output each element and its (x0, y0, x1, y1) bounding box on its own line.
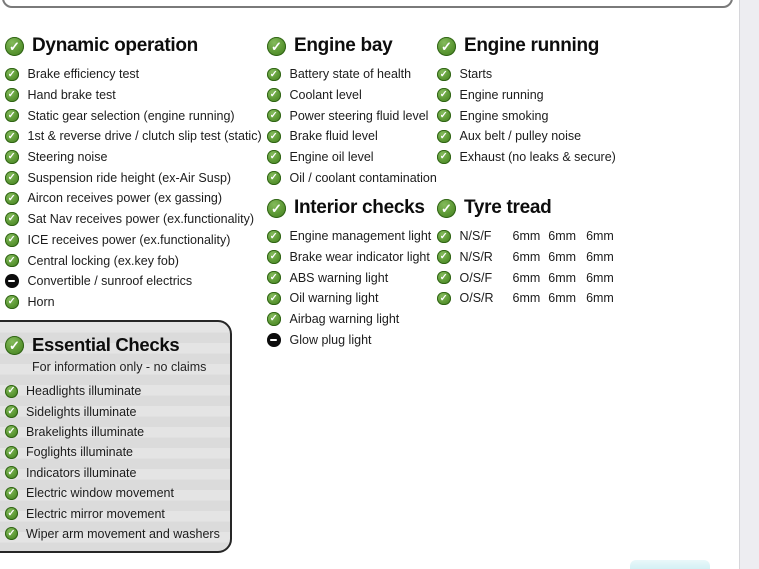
tyre-depth-value: 6mm (512, 270, 541, 285)
checklist-item (5, 524, 224, 544)
section-header (437, 33, 652, 59)
checklist-item (5, 442, 224, 462)
checklist-item (5, 85, 260, 106)
section-engine-bay (267, 33, 442, 188)
checklist-item-label: Foglights illuminate (26, 445, 133, 460)
tyre-position-label: N/S/R (459, 250, 493, 265)
checklist-item (267, 329, 442, 350)
section-title: Tyre tread (464, 197, 552, 218)
tyre-position-label: N/S/F (459, 229, 492, 244)
tyre-depth-value: 6mm (586, 229, 614, 244)
check-circle-icon (5, 466, 18, 479)
section-title: Dynamic operation (32, 35, 198, 56)
tyre-depth-value: 6mm (548, 250, 577, 265)
checklist-item-label: Glow plug light (289, 332, 372, 347)
section-title: Essential Checks (32, 334, 180, 355)
checklist-item-label: Power steering fluid level (289, 108, 429, 123)
tyre-depth-values (513, 271, 614, 285)
section-tyre-tread (437, 195, 652, 309)
scrollbar-track[interactable] (739, 0, 759, 569)
checklist-item-label: Central locking (ex.key fob) (27, 253, 179, 268)
check-circle-icon (5, 37, 24, 56)
check-circle-icon (5, 212, 19, 226)
check-circle-icon (5, 254, 19, 268)
checklist-item (267, 309, 442, 330)
checklist-item (267, 105, 442, 126)
checklist-item (5, 64, 260, 85)
check-circle-icon (267, 150, 281, 164)
check-circle-icon (437, 199, 456, 218)
tyre-row (437, 267, 652, 288)
checklist-item-label: Electric mirror movement (26, 506, 165, 521)
check-circle-icon (267, 292, 281, 306)
check-circle-icon (267, 109, 281, 123)
tyre-depth-values (513, 229, 614, 243)
section-header (267, 33, 442, 59)
checklist-item-label: Headlights illuminate (26, 384, 142, 399)
checklist-item-label: Sidelights illuminate (26, 404, 137, 419)
tyre-depth-value: 6mm (548, 270, 577, 285)
checklist-item (5, 126, 260, 147)
checklist-item-label: Oil / coolant contamination (289, 170, 437, 185)
checklist-item (5, 167, 260, 188)
check-circle-icon (5, 192, 19, 206)
check-circle-icon (437, 88, 451, 102)
checklist-item (267, 64, 442, 85)
tyre-depth-values (513, 250, 614, 264)
check-circle-icon (5, 88, 19, 102)
checklist-item (5, 381, 224, 401)
checklist-item-label: Coolant level (289, 88, 362, 103)
checklist-item (5, 463, 224, 483)
check-circle-icon (5, 507, 18, 520)
checklist-item (267, 267, 442, 288)
tyre-depth-value: 6mm (548, 291, 577, 306)
tyre-depth-value: 6mm (512, 291, 541, 306)
checklist-item (267, 226, 442, 247)
checklist-item (267, 85, 442, 106)
section-header (437, 195, 652, 221)
checklist-item-label: Aux belt / pulley noise (459, 129, 582, 144)
checklist (5, 64, 260, 312)
checklist-item-label: Brake fluid level (289, 129, 378, 144)
check-circle-icon (437, 230, 451, 244)
checklist-item-label: Sat Nav receives power (ex.functionality) (27, 212, 254, 227)
check-circle-icon (5, 385, 18, 398)
check-circle-icon (437, 150, 451, 164)
checklist-item (5, 292, 260, 313)
checklist-item-label: Engine smoking (459, 108, 549, 123)
check-circle-icon (5, 150, 19, 164)
tyre-depth-value: 6mm (512, 250, 541, 265)
checklist-item (437, 64, 652, 85)
tyre-depth-value: 6mm (586, 291, 614, 306)
check-circle-icon (267, 171, 281, 185)
section-essential-checks (0, 320, 232, 553)
checklist-item-label: ICE receives power (ex.functionality) (27, 232, 231, 247)
checklist-item-label: Airbag warning light (289, 312, 400, 327)
checklist-item (267, 147, 442, 168)
tyre-position-label: O/S/F (459, 270, 493, 285)
check-circle-icon (267, 230, 281, 244)
checklist-item-label: Horn (27, 294, 55, 309)
checklist (437, 64, 652, 167)
tyre-position-label: O/S/R (459, 291, 494, 306)
checklist-item-label: Brakelights illuminate (26, 424, 145, 439)
check-circle-icon (5, 527, 18, 540)
tyre-depth-value: 6mm (586, 250, 614, 265)
checklist-item-label: Convertible / sunroof electrics (27, 274, 193, 289)
check-circle-icon (5, 487, 18, 500)
checklist-item (267, 126, 442, 147)
section-title: Interior checks (294, 197, 425, 218)
tyre-row (437, 226, 652, 247)
check-circle-icon (437, 109, 451, 123)
checklist (267, 226, 442, 350)
bottom-button-peek[interactable] (630, 560, 710, 569)
checklist-item (5, 271, 260, 292)
check-circle-icon (437, 292, 451, 306)
check-circle-icon (267, 250, 281, 264)
checklist-item-label: Brake efficiency test (27, 67, 140, 82)
tyre-tread-table (437, 226, 652, 309)
check-circle-icon (5, 130, 19, 144)
section-interior-checks (267, 195, 442, 350)
section-title: Engine bay (294, 35, 393, 56)
checklist-item (5, 209, 260, 230)
checklist-item (267, 167, 442, 188)
checklist-item (5, 147, 260, 168)
checklist-item (5, 401, 224, 421)
check-circle-icon (267, 130, 281, 144)
checklist-item-label: ABS warning light (289, 270, 389, 285)
tyre-row (437, 288, 652, 309)
tyre-depth-value: 6mm (548, 229, 577, 244)
check-circle-icon (5, 405, 18, 418)
section-engine-running (437, 33, 652, 167)
checklist-item-label: Indicators illuminate (26, 465, 137, 480)
check-circle-icon (267, 68, 281, 82)
tyre-depth-value: 6mm (586, 270, 614, 285)
checklist-item-label: Electric window movement (26, 486, 174, 501)
checklist-item-label: Battery state of health (289, 67, 412, 82)
check-circle-icon (267, 312, 281, 326)
essential-checks-subtitle: For information only - no claims (32, 360, 207, 374)
checklist-item-label: Engine running (459, 88, 544, 103)
section-header (267, 195, 442, 221)
check-circle-icon (5, 109, 19, 123)
checklist-item (437, 105, 652, 126)
checklist-item-label: Brake wear indicator light (289, 250, 430, 265)
checklist-item (5, 483, 224, 503)
check-circle-icon (267, 271, 281, 285)
checklist-item-label: Static gear selection (engine running) (27, 108, 235, 123)
checklist-item-label: Hand brake test (27, 88, 116, 103)
checklist-item (5, 188, 260, 209)
checklist-item (437, 126, 652, 147)
check-circle-icon (437, 37, 456, 56)
check-circle-icon (437, 68, 451, 82)
check-circle-icon (267, 199, 286, 218)
check-circle-icon (437, 271, 451, 285)
section-dynamic-operation (5, 33, 260, 312)
check-circle-icon (5, 336, 24, 355)
checklist-item (5, 250, 260, 271)
checklist-item (437, 85, 652, 106)
tyre-row (437, 247, 652, 268)
section-title: Engine running (464, 35, 600, 56)
checklist-item (5, 422, 224, 442)
check-circle-icon (5, 425, 18, 438)
checklist (267, 64, 442, 188)
checklist-item-label: Oil warning light (289, 291, 379, 306)
check-circle-icon (5, 446, 18, 459)
tyre-depth-values (513, 291, 614, 305)
checklist-item-label: Starts (459, 67, 493, 82)
checklist-item (267, 288, 442, 309)
checklist-item (437, 147, 652, 168)
previous-panel-edge (2, 0, 733, 8)
section-header (5, 332, 224, 358)
checklist-item-label: Aircon receives power (ex gassing) (27, 191, 223, 206)
checklist-item-label: Engine oil level (289, 150, 374, 165)
minus-circle-icon (267, 333, 281, 347)
checklist-item-label: Exhaust (no leaks & secure) (459, 150, 616, 165)
checklist-item-label: 1st & reverse drive / clutch slip test (static) (27, 129, 262, 144)
check-circle-icon (437, 250, 451, 264)
check-circle-icon (437, 130, 451, 144)
checklist-item-label: Wiper arm movement and washers (26, 526, 220, 541)
minus-circle-icon (5, 274, 19, 288)
check-circle-icon (267, 88, 281, 102)
section-header (5, 33, 260, 59)
checklist-item-label: Steering noise (27, 150, 108, 165)
check-circle-icon (5, 233, 19, 247)
checklist-item-label: Engine management light (289, 229, 432, 244)
checklist (5, 381, 224, 544)
check-circle-icon (267, 37, 286, 56)
checklist-item (5, 503, 224, 523)
tyre-depth-value: 6mm (512, 229, 541, 244)
checklist-item (5, 230, 260, 251)
check-circle-icon (5, 295, 19, 309)
checklist-item-label: Suspension ride height (ex-Air Susp) (27, 170, 232, 185)
check-circle-icon (5, 68, 19, 82)
check-circle-icon (5, 171, 19, 185)
checklist-item (5, 105, 260, 126)
checklist-item (267, 247, 442, 268)
